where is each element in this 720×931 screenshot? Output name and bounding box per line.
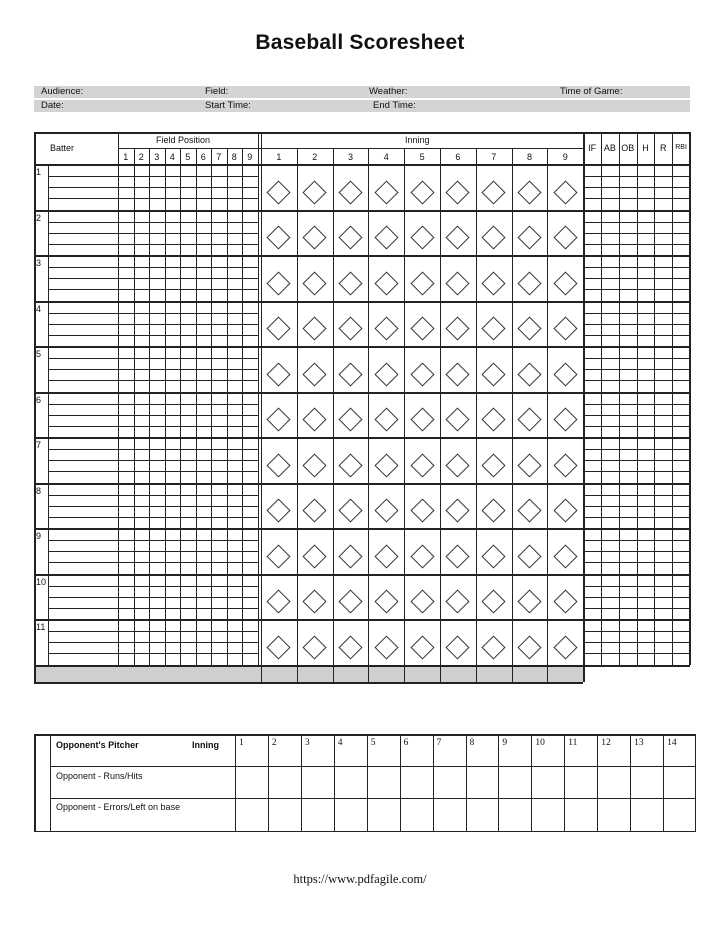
- base-diamond[interactable]: [410, 362, 434, 386]
- grid-line: [34, 255, 690, 257]
- grid-line: [476, 148, 477, 682]
- base-diamond[interactable]: [553, 180, 577, 204]
- opponent-inning-number: 10: [535, 738, 545, 748]
- base-diamond[interactable]: [446, 225, 470, 249]
- field-position-number: 1: [123, 152, 129, 162]
- grid-line: [34, 164, 690, 166]
- grid-line: [601, 132, 602, 665]
- grid-line: [654, 132, 655, 665]
- inning-header: Inning: [405, 135, 430, 145]
- base-diamond[interactable]: [374, 544, 398, 568]
- base-diamond[interactable]: [410, 180, 434, 204]
- base-diamond[interactable]: [303, 362, 327, 386]
- grid-line: [118, 132, 119, 665]
- base-diamond[interactable]: [303, 498, 327, 522]
- inning-number: 3: [347, 152, 353, 162]
- base-diamond[interactable]: [482, 362, 506, 386]
- base-diamond[interactable]: [446, 362, 470, 386]
- stat-header-rbi: RBI: [675, 144, 687, 151]
- base-diamond[interactable]: [410, 316, 434, 340]
- base-diamond[interactable]: [267, 453, 291, 477]
- base-diamond[interactable]: [374, 316, 398, 340]
- batter-number: 5: [36, 349, 42, 359]
- base-diamond[interactable]: [267, 498, 291, 522]
- grid-line: [34, 301, 690, 303]
- base-diamond[interactable]: [446, 316, 470, 340]
- stat-header-if: IF: [588, 143, 597, 153]
- base-diamond[interactable]: [338, 453, 362, 477]
- grid-line: [547, 148, 548, 682]
- table-line: [34, 734, 36, 832]
- opponent-inning-number: 4: [337, 738, 343, 748]
- grid-line: [34, 346, 690, 348]
- inning-number: 7: [491, 152, 497, 162]
- base-diamond[interactable]: [446, 407, 470, 431]
- base-diamond[interactable]: [446, 498, 470, 522]
- opponent-inning-number: 13: [634, 738, 644, 748]
- base-diamond[interactable]: [338, 407, 362, 431]
- opponent-inning-number: 3: [304, 738, 310, 748]
- grid-line: [242, 148, 243, 665]
- base-diamond[interactable]: [303, 180, 327, 204]
- field-position-number: 5: [185, 152, 191, 162]
- base-diamond[interactable]: [553, 316, 577, 340]
- base-diamond[interactable]: [517, 453, 541, 477]
- grid-line: [196, 148, 197, 665]
- field-position-number: 2: [138, 152, 144, 162]
- table-line: [367, 734, 368, 832]
- base-diamond[interactable]: [517, 498, 541, 522]
- runs-scored-row: [34, 665, 583, 682]
- inning-number: 1: [276, 152, 282, 162]
- base-diamond[interactable]: [482, 453, 506, 477]
- base-diamond[interactable]: [374, 225, 398, 249]
- base-diamond[interactable]: [303, 316, 327, 340]
- base-diamond[interactable]: [267, 407, 291, 431]
- grid-line: [34, 210, 690, 212]
- base-diamond[interactable]: [338, 225, 362, 249]
- base-diamond[interactable]: [267, 271, 291, 295]
- grid-line: [619, 132, 620, 665]
- base-diamond[interactable]: [553, 271, 577, 295]
- base-diamond[interactable]: [303, 544, 327, 568]
- table-line: [268, 734, 269, 832]
- time-of-game-label: Time of Game:: [560, 86, 623, 97]
- grid-line: [297, 148, 298, 682]
- batter-number: 4: [36, 303, 42, 314]
- grid-line: [180, 148, 181, 665]
- base-diamond[interactable]: [410, 407, 434, 431]
- base-diamond[interactable]: [446, 635, 470, 659]
- base-diamond[interactable]: [410, 635, 434, 659]
- table-line: [531, 734, 532, 832]
- audience-label: Audience:: [41, 86, 84, 97]
- grid-line: [672, 132, 673, 665]
- base-diamond[interactable]: [553, 362, 577, 386]
- page-title: Baseball Scoresheet: [255, 31, 465, 54]
- base-diamond[interactable]: [374, 635, 398, 659]
- table-line: [433, 734, 434, 832]
- inning-number: 6: [455, 152, 461, 162]
- grid-line: [211, 148, 212, 665]
- base-diamond[interactable]: [517, 589, 541, 613]
- base-diamond[interactable]: [303, 407, 327, 431]
- table-line: [564, 734, 565, 832]
- grid-line: [165, 148, 166, 665]
- base-diamond[interactable]: [267, 544, 291, 568]
- inning-number: 8: [526, 152, 532, 162]
- base-diamond[interactable]: [410, 544, 434, 568]
- stat-header-r: R: [660, 143, 667, 153]
- batter-number: 8: [36, 485, 42, 496]
- game-info-row-1: [34, 86, 690, 98]
- base-diamond[interactable]: [553, 225, 577, 249]
- start-time-label: Start Time:: [205, 100, 251, 111]
- base-diamond[interactable]: [410, 271, 434, 295]
- base-diamond[interactable]: [267, 225, 291, 249]
- base-diamond[interactable]: [410, 453, 434, 477]
- grid-line: [34, 528, 690, 530]
- base-diamond[interactable]: [553, 453, 577, 477]
- base-diamond[interactable]: [446, 544, 470, 568]
- base-diamond[interactable]: [517, 362, 541, 386]
- batter-number: 2: [36, 212, 42, 223]
- opponent-inning-number: 7: [436, 738, 442, 748]
- batter-number: 3: [36, 258, 42, 268]
- base-diamond[interactable]: [267, 180, 291, 204]
- base-diamond[interactable]: [482, 498, 506, 522]
- batter-number: 1: [36, 167, 42, 177]
- grid-line: [227, 148, 228, 665]
- table-line: [400, 734, 401, 832]
- end-time-label: End Time:: [373, 100, 416, 111]
- base-diamond[interactable]: [374, 180, 398, 204]
- grid-line: [48, 164, 49, 665]
- base-diamond[interactable]: [446, 589, 470, 613]
- grid-line: [637, 132, 638, 665]
- base-diamond[interactable]: [482, 407, 506, 431]
- field-label: Field:: [205, 86, 229, 97]
- inning-number: 9: [562, 152, 568, 162]
- base-diamond[interactable]: [374, 498, 398, 522]
- grid-line: [149, 148, 150, 665]
- base-diamond[interactable]: [267, 635, 291, 659]
- field-position-number: 3: [154, 152, 160, 162]
- grid-line: [440, 148, 441, 682]
- base-diamond[interactable]: [482, 225, 506, 249]
- grid-line: [258, 132, 259, 665]
- base-diamond[interactable]: [482, 180, 506, 204]
- opponent-inning-number: 12: [601, 738, 611, 748]
- table-line: [597, 734, 598, 832]
- grid-line: [118, 148, 583, 149]
- base-diamond[interactable]: [517, 407, 541, 431]
- base-diamond[interactable]: [374, 589, 398, 613]
- batter-number: 7: [36, 440, 42, 450]
- base-diamond[interactable]: [410, 225, 434, 249]
- base-diamond[interactable]: [446, 271, 470, 295]
- base-diamond[interactable]: [553, 498, 577, 522]
- base-diamond[interactable]: [517, 180, 541, 204]
- grid-line: [34, 665, 690, 667]
- table-line: [630, 734, 631, 832]
- opponent-inning-number: 8: [469, 738, 475, 748]
- base-diamond[interactable]: [410, 589, 434, 613]
- base-diamond[interactable]: [482, 635, 506, 659]
- base-diamond[interactable]: [374, 453, 398, 477]
- opponent-runs-hits-label: Opponent - Runs/Hits: [56, 771, 143, 781]
- base-diamond[interactable]: [517, 271, 541, 295]
- date-label: Date:: [41, 100, 64, 111]
- base-diamond[interactable]: [338, 589, 362, 613]
- batter-number: 10: [36, 576, 47, 587]
- grid-line: [368, 148, 369, 682]
- opponent-table: [34, 734, 696, 832]
- grid-line: [512, 148, 513, 682]
- grid-line: [689, 132, 691, 665]
- base-diamond[interactable]: [267, 316, 291, 340]
- base-diamond[interactable]: [410, 498, 434, 522]
- grid-line: [583, 132, 585, 682]
- grid-line: [34, 437, 690, 439]
- base-diamond[interactable]: [267, 362, 291, 386]
- table-line: [50, 766, 696, 767]
- batter-header: Batter: [50, 143, 75, 153]
- base-diamond[interactable]: [553, 407, 577, 431]
- weather-label: Weather:: [369, 86, 408, 97]
- table-line: [498, 734, 499, 832]
- base-diamond[interactable]: [482, 589, 506, 613]
- opponent-pitcher-label: Opponent's Pitcher: [56, 740, 139, 750]
- inning-number: 4: [383, 152, 389, 162]
- grid-line: [261, 132, 262, 682]
- opponent-inning-number: 6: [403, 738, 409, 748]
- base-diamond[interactable]: [517, 544, 541, 568]
- grid-line: [34, 682, 583, 684]
- grid-line: [34, 574, 690, 576]
- table-line: [50, 798, 696, 799]
- batter-number: 9: [36, 531, 42, 541]
- footer-url: https://www.pdfagile.com/: [293, 872, 427, 886]
- field-position-number: 9: [247, 152, 253, 162]
- grid-line: [34, 132, 690, 134]
- stat-header-h: H: [642, 143, 649, 153]
- base-diamond[interactable]: [482, 544, 506, 568]
- base-diamond[interactable]: [374, 407, 398, 431]
- base-diamond[interactable]: [338, 362, 362, 386]
- opponent-inning-number: 9: [502, 738, 508, 748]
- field-position-header: Field Position: [156, 135, 211, 145]
- stat-header-ob: OB: [621, 143, 635, 153]
- base-diamond[interactable]: [338, 635, 362, 659]
- base-diamond[interactable]: [517, 316, 541, 340]
- table-line: [235, 734, 236, 832]
- field-position-number: 8: [231, 152, 237, 162]
- base-diamond[interactable]: [267, 589, 291, 613]
- base-diamond[interactable]: [303, 635, 327, 659]
- base-diamond[interactable]: [338, 544, 362, 568]
- base-diamond[interactable]: [338, 316, 362, 340]
- stat-header-ab: AB: [603, 143, 616, 153]
- grid-line: [134, 148, 135, 665]
- base-diamond[interactable]: [338, 498, 362, 522]
- field-position-number: 6: [200, 152, 206, 162]
- grid-line: [333, 148, 334, 682]
- base-diamond[interactable]: [446, 453, 470, 477]
- base-diamond[interactable]: [553, 544, 577, 568]
- base-diamond[interactable]: [374, 271, 398, 295]
- base-diamond[interactable]: [482, 271, 506, 295]
- grid-line: [34, 483, 690, 485]
- table-line: [334, 734, 335, 832]
- opponent-errors-lob-label: Opponent - Errors/Left on base: [56, 802, 181, 812]
- field-position-number: 4: [169, 152, 175, 162]
- base-diamond[interactable]: [374, 362, 398, 386]
- opponent-inning-number: 11: [568, 738, 578, 748]
- base-diamond[interactable]: [482, 316, 506, 340]
- field-position-number: 7: [216, 152, 222, 162]
- base-diamond[interactable]: [446, 180, 470, 204]
- base-diamond[interactable]: [553, 589, 577, 613]
- grid-line: [34, 619, 690, 621]
- opponent-inning-label: Inning: [192, 740, 219, 750]
- batter-number: 6: [36, 394, 42, 405]
- base-diamond[interactable]: [553, 635, 577, 659]
- table-line: [301, 734, 302, 832]
- table-line: [466, 734, 467, 832]
- base-diamond[interactable]: [517, 225, 541, 249]
- base-diamond[interactable]: [303, 453, 327, 477]
- game-info-row-2: [34, 100, 690, 112]
- base-diamond[interactable]: [517, 635, 541, 659]
- base-diamond[interactable]: [338, 180, 362, 204]
- grid-line: [404, 148, 405, 682]
- base-diamond[interactable]: [303, 589, 327, 613]
- opponent-inning-number: 2: [271, 738, 277, 748]
- opponent-inning-number: 14: [667, 738, 677, 748]
- base-diamond[interactable]: [303, 225, 327, 249]
- opponent-inning-number: 5: [370, 738, 376, 748]
- inning-number: 2: [312, 152, 318, 162]
- base-diamond[interactable]: [303, 271, 327, 295]
- scoresheet-grid: [34, 132, 690, 682]
- inning-number: 5: [419, 152, 425, 162]
- grid-line: [34, 392, 690, 394]
- table-line: [50, 734, 51, 832]
- table-line: [695, 734, 697, 832]
- base-diamond[interactable]: [338, 271, 362, 295]
- table-line: [663, 734, 664, 832]
- opponent-inning-number: 1: [239, 738, 244, 748]
- batter-number: 11: [36, 622, 46, 632]
